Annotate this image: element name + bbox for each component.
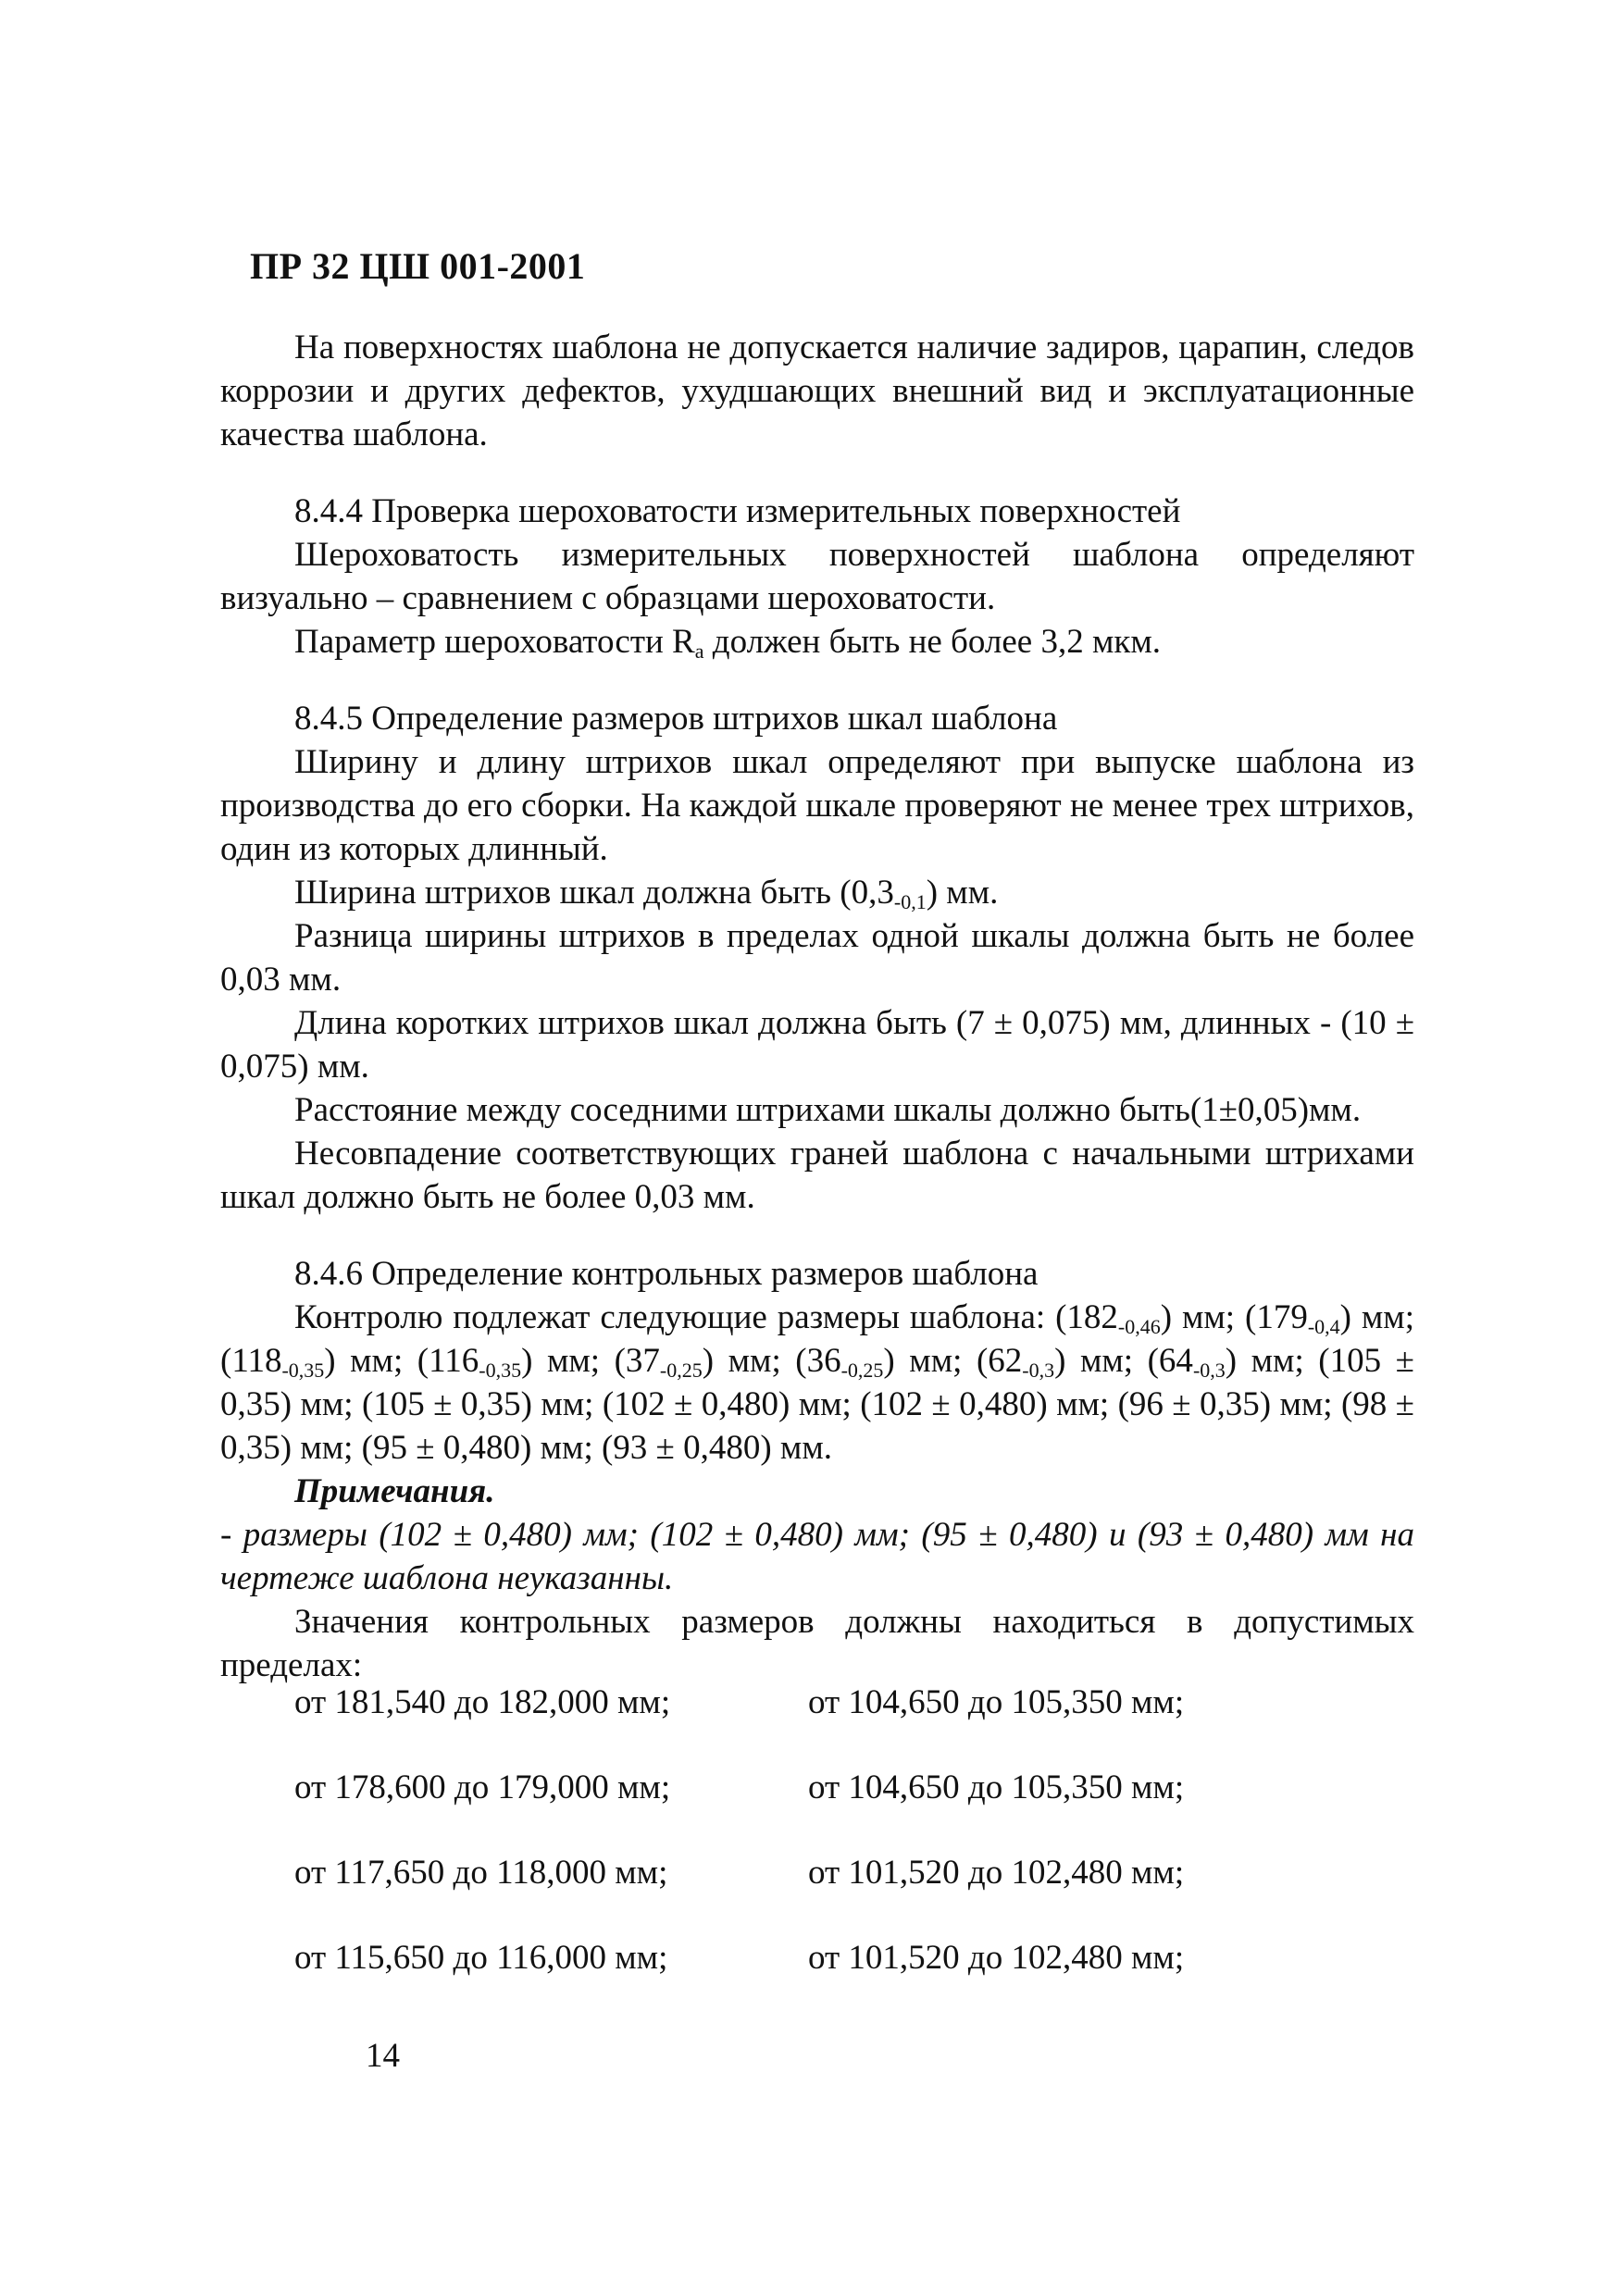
range-row bbox=[294, 1938, 1322, 2023]
section-heading: 8.4.4 Проверка шероховатости измерительных поверхностей bbox=[294, 492, 1181, 530]
paragraph-roughness bbox=[220, 620, 1414, 664]
text: Примечания bbox=[294, 1472, 487, 1510]
paragraph: Длина коротких штрихов шкал должна быть (7 ± 0,075) мм, длинных - (10 ± 0,075) мм. bbox=[220, 1004, 1414, 1086]
text: Контролю подлежат следующие размеры шаблона: bbox=[294, 1298, 1056, 1336]
tolerance-subscript: -0,46 bbox=[1117, 1315, 1161, 1338]
tolerance-subscript: -0,4 bbox=[1307, 1315, 1340, 1338]
range-cell: от 117,650 до 118,000 мм; bbox=[294, 1854, 668, 1892]
notes-title: Примечания. bbox=[294, 1472, 495, 1510]
range-cell: от 178,600 до 179,000 мм; bbox=[294, 1769, 671, 1806]
control-size: $(182_{-0,46})$ мм; bbox=[1055, 1298, 1245, 1338]
section-8-4-6 bbox=[220, 1252, 1414, 1687]
text: Ширина штрихов шкал должна быть (0,3 bbox=[294, 874, 894, 912]
tolerance-subscript: -0,25 bbox=[840, 1359, 884, 1382]
control-size: $(62_{-0,3})$ мм; bbox=[976, 1342, 1148, 1382]
range-cell: от 104,650 до 105,350 мм; bbox=[808, 1683, 1185, 1721]
tolerance-subscript: -0,3 bbox=[1022, 1359, 1055, 1382]
subscript: -0,1 bbox=[893, 890, 927, 913]
text: ) мм. bbox=[926, 874, 999, 912]
tolerance-subscript: -0,25 bbox=[659, 1359, 703, 1382]
ranges-table bbox=[294, 1682, 1322, 2023]
tolerance-subscript: -0,3 bbox=[1192, 1359, 1226, 1382]
range-cell: от 181,540 до 182,000 мм; bbox=[294, 1683, 671, 1721]
paragraph: Шероховатость измерительных поверхностей шаблона определяют визуально – сравнением с образцами шероховатости. bbox=[220, 536, 1414, 617]
control-size: $(64_{-0,3})$ мм; bbox=[1147, 1342, 1319, 1382]
range-cell: от 115,650 до 116,000 мм; bbox=[294, 1939, 668, 1977]
range-cell: от 104,650 до 105,350 мм; bbox=[808, 1769, 1185, 1806]
notes-text: - размеры (102 ± 0,480) мм; (102 ± 0,480) мм; (95 ± 0,480) и (93 ± 0,480) мм на чертеже шаблона неуказанны. bbox=[220, 1516, 1414, 1597]
range-cell: от 101,520 до 102,480 мм; bbox=[808, 1939, 1185, 1977]
control-sizes-paragraph bbox=[220, 1296, 1414, 1470]
paragraph: Ширину и длину штрихов шкал определяют при выпуске шаблона из производства до его сборки. На каждой шкале проверяют не менее трех штрихов, один из которых длинный. bbox=[220, 743, 1414, 868]
section-8-4-5 bbox=[220, 697, 1414, 1219]
page-number: 14 bbox=[366, 2037, 400, 2075]
range-cell: от 101,520 до 102,480 мм; bbox=[808, 1854, 1185, 1892]
range-row bbox=[294, 1853, 1322, 1938]
control-size: $(36_{-0,25})$ мм; bbox=[795, 1342, 977, 1382]
limits-intro: Значения контрольных размеров должны находиться в допустимых пределах: bbox=[220, 1603, 1414, 1684]
control-size: $(118_{-0,35})$ мм; bbox=[220, 1342, 417, 1382]
intro-paragraph: На поверхностях шаблона не допускается наличие задиров, царапин, следов коррозии и других дефектов, ухудшающих внешний вид и эксплуатационные качества шаблона. bbox=[220, 329, 1414, 453]
paragraph: Несовпадение соответствующих граней шаблона с начальными штрихами шкал должно быть не более 0,03 мм. bbox=[220, 1135, 1414, 1216]
document-code-header: ПР 32 ЦШ 001-2001 bbox=[250, 245, 586, 287]
range-row bbox=[294, 1682, 1322, 1768]
control-size: $(116_{-0,35})$ мм; bbox=[417, 1342, 615, 1382]
section-heading: 8.4.5 Определение размеров штрихов шкал шаблона bbox=[294, 700, 1058, 738]
section-8-4-4 bbox=[220, 490, 1414, 664]
control-size: $(37_{-0,25})$ мм; bbox=[614, 1342, 796, 1382]
range-row bbox=[294, 1768, 1322, 1853]
intro-block bbox=[220, 326, 1414, 456]
text: Параметр шероховатости R bbox=[294, 623, 695, 661]
paragraph: Разница ширины штрихов в пределах одной шкалы должна быть не более 0,03 мм. bbox=[220, 917, 1414, 999]
text: (105 ± 0,35) мм; (105 ± 0,35) мм; (102 ± 0,480) мм; (102 ± 0,480) мм; (96 ± 0,35) мм; (98 ± 0,35) мм; (95 ± 0,480) мм; (93 ± 0,480) мм. bbox=[220, 1342, 1414, 1467]
control-size: $(179_{-0,4})$ мм; bbox=[1245, 1298, 1414, 1338]
tolerance-subscript: -0,35 bbox=[479, 1359, 522, 1382]
page-body bbox=[220, 326, 1414, 1687]
text: должен быть не более 3,2 мкм. bbox=[703, 623, 1162, 661]
subscript: a bbox=[694, 639, 704, 663]
section-heading: 8.4.6 Определение контрольных размеров шаблона bbox=[294, 1255, 1039, 1293]
paragraph: Расстояние между соседними штрихами шкалы должно быть(1±0,05)мм. bbox=[294, 1091, 1362, 1129]
paragraph-width bbox=[220, 871, 1414, 914]
tolerance-subscript: -0,35 bbox=[281, 1359, 325, 1382]
